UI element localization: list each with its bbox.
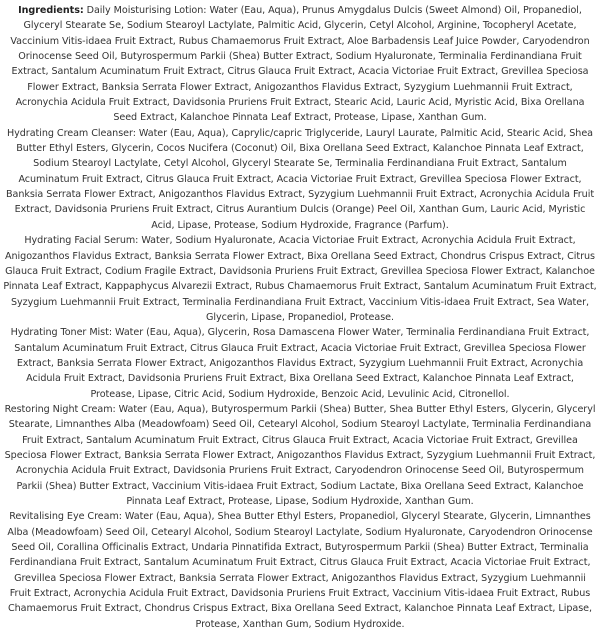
revitalising-eye-cream-ingredients: Revitalising Eye Cream: Water (Eau, Aqua), Shea Butter Ethyl Esters, Propanediol, Glyceryl Stearate, Glycerin, Limnanthes Alba (Meadowfoam) Seed Oil, Cetearyl Alcohol, Sodium Stearoyl Lactylate, Sodium Hyaluronate, Caryodendron Orinocense Seed Oil, Corallina Officinalis Extract, Undaria Pinnatifida Extract, Butyrospermum Parkii (Shea) Butter Extract, Terminalia Ferdinandiana Fruit Extract, Santalum Acuminatum Fruit Extract, Citrus Glauca Fruit Extract, Acacia Victoriae Fruit Extract, Grevillea Speciosa Flower Extract, Banksia Serrata Flower Extract, Anigozanthos Flavidus Extract, Syzygium Luehmannii Fruit Extract, Acronychia Acidula Fruit Extract, Davidsonia Pruriens Fruit Extract, Vaccinium Vitis-idaea Fruit Extract, Rubus Chamaemorus Fruit Extract, Chondrus Crispus Extract, Bixa Orellana Seed Extract, Kalanchoe Pinnata Leaf Extract, Lipase, Protease, Xanthan Gum, Sodium Hydroxide. — [7, 511, 593, 630]
hydrating-facial-serum-ingredients: Hydrating Facial Serum: Water, Sodium Hyaluronate, Acacia Victoriae Fruit Extract, Acronychia Acidula Fruit Extract, Anigozanthos Flavidus Extract, Banksia Serrata Flower Extract, Bixa Orellana Seed Extract, Chondrus Crispus Extract, Citrus Glauca Fruit Extract, Codium Fragile Extract, Davidsonia Pruriens Fruit Extract, Grevillea Speciosa Flower Extract, Kalanchoe Pinnata Leaf Extract, Kappaphycus Alvarezii Extract, Rubus Chamaemorus Fruit Extract, Santalum Acuminatum Fruit Extract, Syzygium Luehmannii Fruit Extract, Terminalia Ferdinandiana Fruit Extract, Vaccinium Vitis-idaea Fruit Extract, Sea Water, Glycerin, Lipase, Propanediol, Protease. — [3, 235, 597, 323]
hydrating-cream-cleanser-ingredients: Hydrating Cream Cleanser: Water (Eau, Aqua), Caprylic/capric Triglyceride, Lauryl Laurate, Palmitic Acid, Stearic Acid, Shea Butter Ethyl Esters, Glycerin, Cocos Nucifera (Coconut) Oil, Bixa Orellana Seed Extract, Kalanchoe Pinnata Leaf Extract, Sodium Stearoyl Lactylate, Cetyl Alcohol, Glyceryl Stearate Se, Terminalia Ferdinandiana Fruit Extract, Santalum Acuminatum Fruit Extract, Citrus Glauca Fruit Extract, Acacia Victoriae Fruit Extract, Grevillea Speciosa Flower Extract, Banksia Serrata Flower Extract, Anigozanthos Flavidus Extract, Syzygium Luehmannii Fruit Extract, Acronychia Acidula Fruit Extract, Davidsonia Pruriens Fruit Extract, Citrus Aurantium Dulcis (Orange) Peel Oil, Xanthan Gum, Lauric Acid, Myristic Acid, Lipase, Protease, Sodium Hydroxide, Fragrance (Parfum). — [5, 127, 595, 231]
ingredients-paragraph-daily-moisturising-lotion — [3, 3, 597, 126]
hydrating-toner-mist-ingredients: Hydrating Toner Mist: Water (Eau, Aqua), Glycerin, Rosa Damascena Flower Water, Terminalia Ferdinandiana Fruit Extract, Santalum Acuminatum Fruit Extract, Citrus Glauca Fruit Extract, Acacia Victoriae Fruit Extract, Grevillea Speciosa Flower Extract, Banksia Serrata Flower Extract, Anigozanthos Flavidus Extract, Syzygium Luehmannii Fruit Extract, Acronychia Acidula Fruit Extract, Davidsonia Pruriens Fruit Extract, Bixa Orellana Seed Extract, Kalanchoe Pinnata Leaf Extract, Protease, Lipase, Citric Acid, Sodium Hydroxide, Benzoic Acid, Levulinic Acid, Citronellol. — [10, 327, 590, 400]
ingredients-list — [3, 3, 597, 632]
daily-moisturising-lotion-ingredients: Daily Moisturising Lotion: Water (Eau, Aqua), Prunus Amygdalus Dulcis (Sweet Almond) Oil, Propanediol, Glyceryl Stearate Se, Sodium Stearoyl Lactylate, Palmitic Acid, Glycerin, Cetyl Alcohol, Arginine, Tocopheryl Acetate, Vaccinium Vitis-idaea Fruit Extract, Rubus Chamaemorus Fruit Extract, Aloe Barbadensis Leaf Juice Powder, Caryodendron Orinocense Seed Oil, Butyrospermum Parkii (Shea) Butter Extract, Sodium Hyaluronate, Terminalia Ferdinandiana Fruit Extract, Santalum Acuminatum Fruit Extract, Citrus Glauca Fruit Extract, Acacia Victoriae Fruit Extract, Grevillea Speciosa Flower Extract, Banksia Serrata Flower Extract, Anigozanthos Flavidus Extract, Syzygium Luehmannii Fruit Extract, Acronychia Acidula Fruit Extract, Davidsonia Pruriens Fruit Extract, Stearic Acid, Lauric Acid, Myristic Acid, Bixa Orellana Seed Extract, Kalanchoe Pinnata Leaf Extract, Protease, Lipase, Xanthan Gum. — [10, 5, 590, 124]
ingredients-heading: Ingredients: — [18, 5, 84, 16]
restoring-night-cream-ingredients: Restoring Night Cream: Water (Eau, Aqua), Butyrospermum Parkii (Shea) Butter, Shea Butter Ethyl Esters, Glycerin, Glyceryl Stearate, Limnanthes Alba (Meadowfoam) Seed Oil, Cetearyl Alcohol, Sodium Stearoyl Lactylate, Terminalia Ferdinandiana Fruit Extract, Santalum Acuminatum Fruit Extract, Citrus Glauca Fruit Extract, Acacia Victoriae Fruit Extract, Grevillea Speciosa Flower Extract, Banksia Serrata Flower Extract, Anigozanthos Flavidus Extract, Syzygium Luehmannii Fruit Extract, Acronychia Acidula Fruit Extract, Davidsonia Pruriens Fruit Extract, Caryodendron Orinocense Seed Oil, Butyrospermum Parkii (Shea) Butter Extract, Vaccinium Vitis-idaea Fruit Extract, Sodium Lactate, Bixa Orellana Seed Extract, Kalanchoe Pinnata Leaf Extract, Protease, Lipase, Sodium Hydroxide, Xanthan Gum. — [4, 403, 596, 507]
